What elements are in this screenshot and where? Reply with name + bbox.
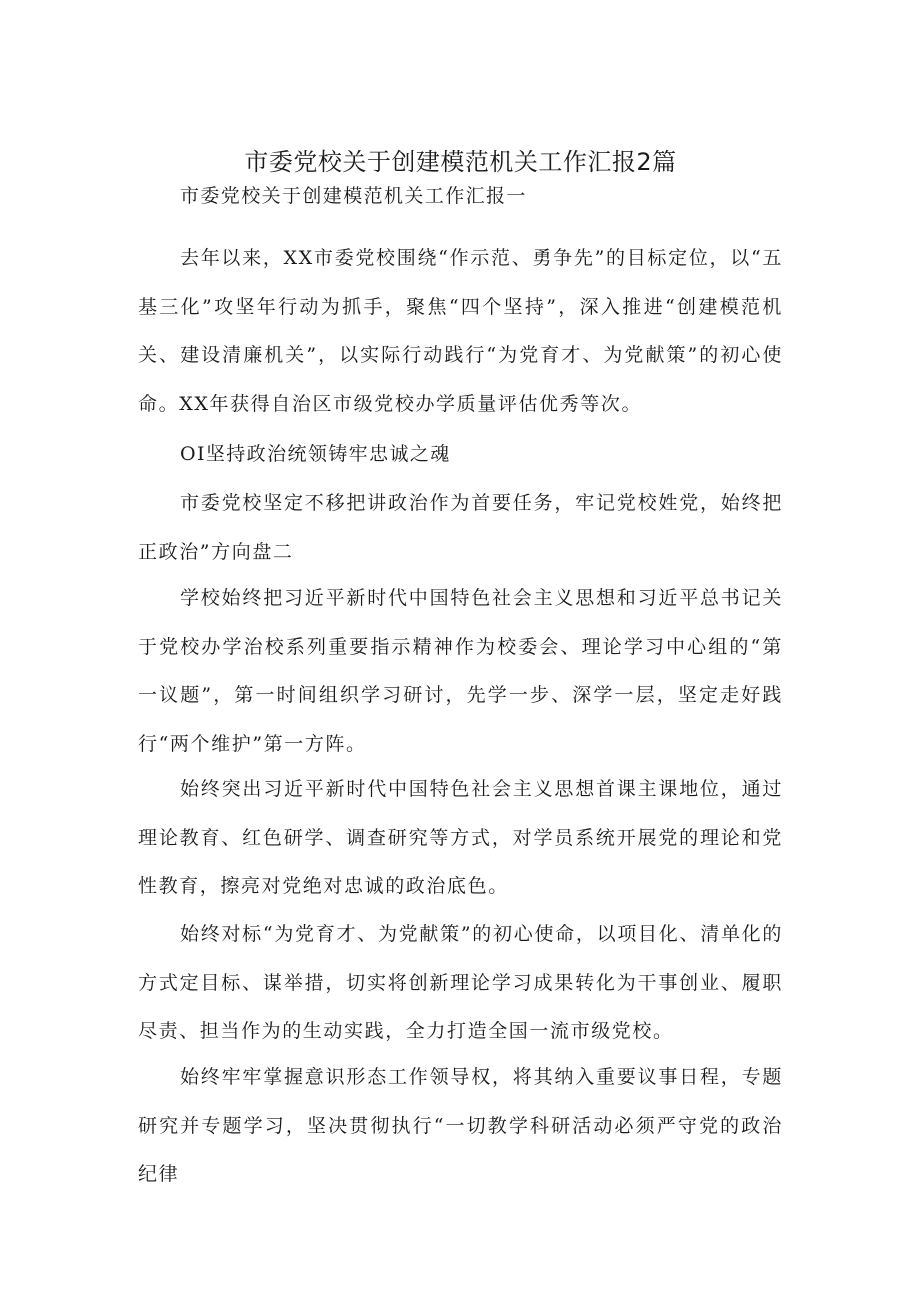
paragraph-political-priority: 市委党校坚定不移把讲政治作为首要任务，牢记党校姓党，始终把正政治”方向盘二 [138,492,783,563]
section-heading: OI坚持政治统领铸牢忠诚之魂 [180,443,451,465]
section-subtitle: 市委党校关于创建模范机关工作汇报一 [180,185,527,207]
paragraph-mission: 始终对标“为党育才、为党献策”的初心使命，以项目化、清单化的方式定目标、谋举措，切实将创新理论学习成果转化为干事创业、履职尽责、担当作为的生动实践，全力打造全国一流市级党校。 [138,923,783,1042]
document-title: 市委党校关于创建模范机关工作汇报2篇 [244,148,677,176]
paragraph-first-topic: 学校始终把习近平新时代中国特色社会主义思想和习近平总书记关于党校办学治校系列重要指示精神作为校委会、理论学习中心组的“第一议题”，第一时间组织学习研讨，先学一步、深学一层，坚定走好践行“两个维护”第一方阵。 [138,587,783,755]
paragraph-ideology: 始终牢牢掌握意识形态工作领导权，将其纳入重要议事日程，专题研究并专题学习，坚决贯彻执行“一切教学科研活动必须严守党的政治纪律 [138,1066,783,1185]
paragraph-core-course: 始终突出习近平新时代中国特色社会主义思想首课主课地位，通过理论教育、红色研学、调查研究等方式，对学员系统开展党的理论和党性教育，擦亮对党绝对忠诚的政治底色。 [138,778,783,897]
paragraph-intro: 去年以来，XX市委党校围绕“作示范、勇争先”的目标定位，以“五基三化”攻坚年行动为抓手，聚焦“四个坚持”，深入推进“创建模范机关、建设清廉机关”，以实际行动践行“为党育才、为党献策”的初心使命。XX年获得自治区市级党校办学质量评估优秀等次。 [138,247,783,415]
